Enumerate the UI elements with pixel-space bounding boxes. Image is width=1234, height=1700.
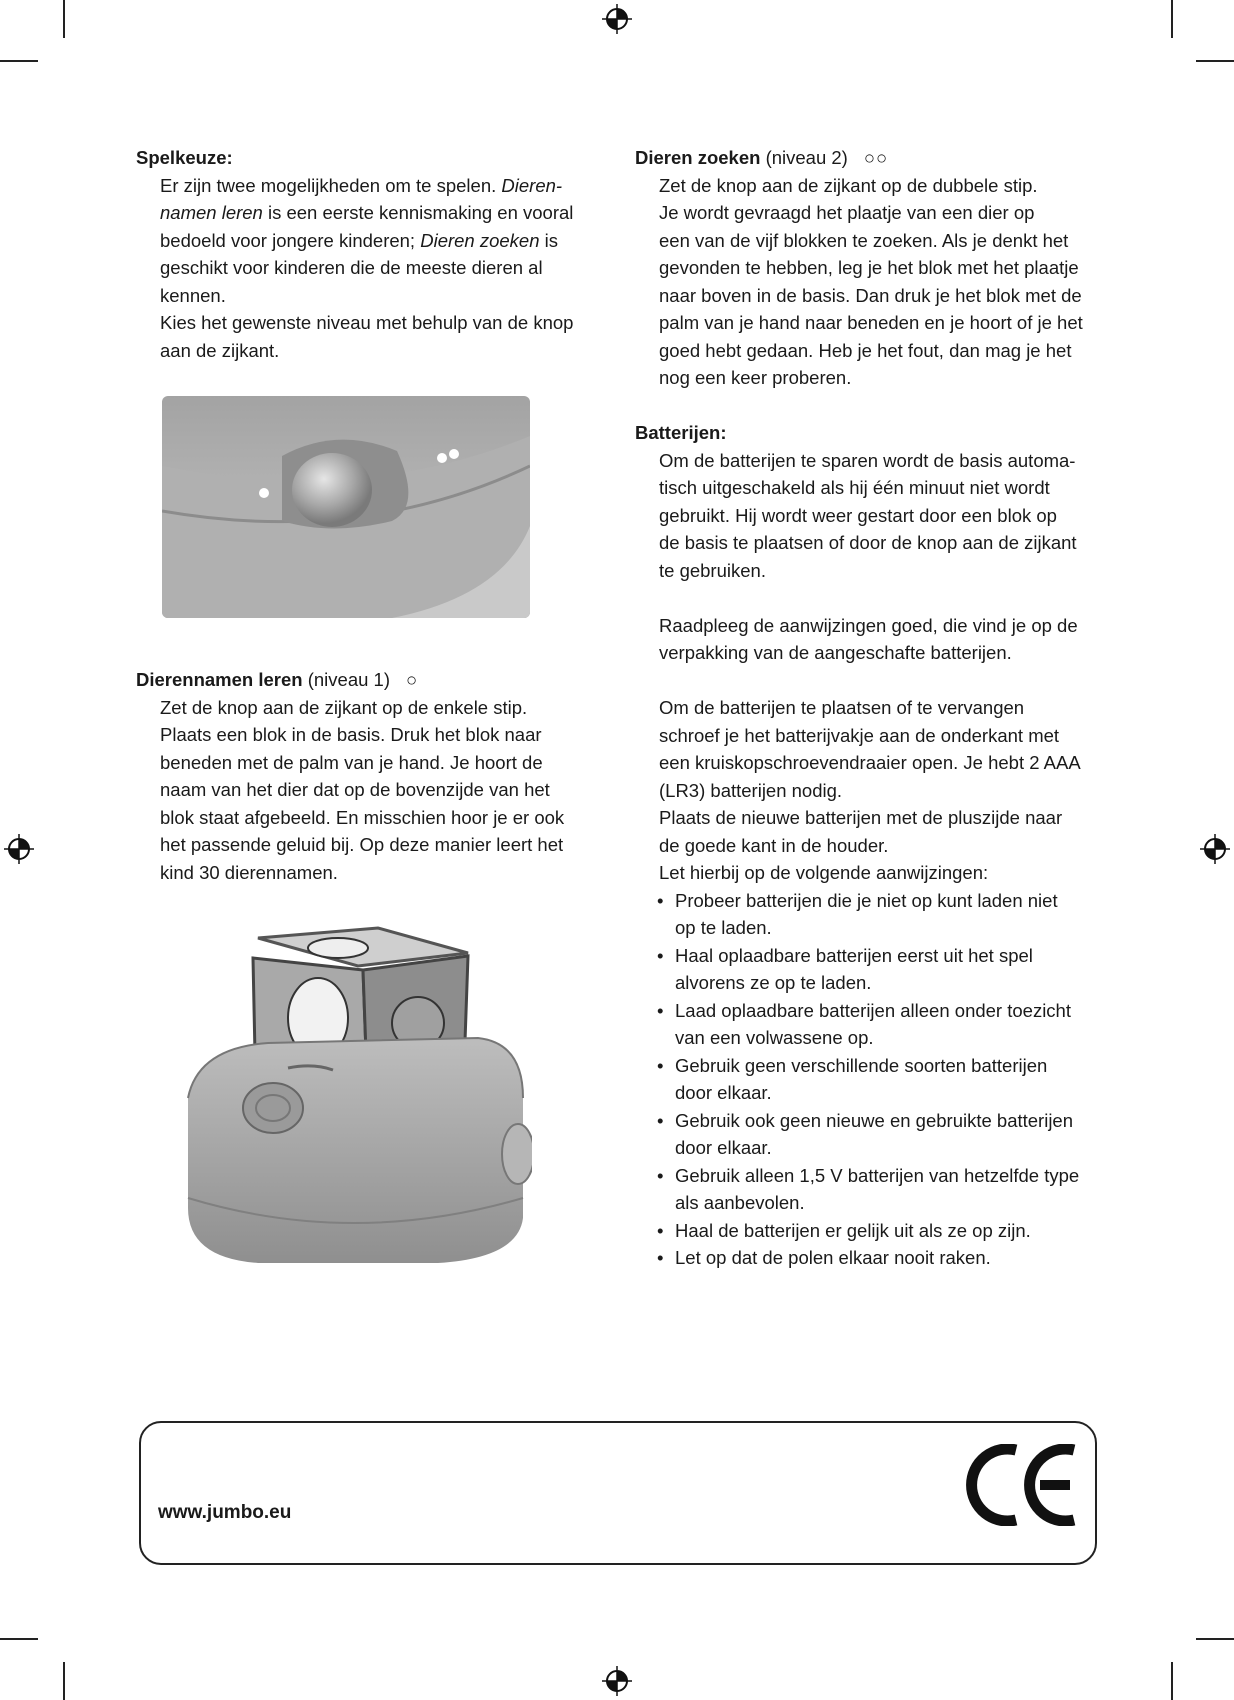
text-line: namen leren is een eerste kennismaking en vooral xyxy=(160,202,574,223)
text-line: bedoeld voor jongere kinderen; Dieren zoeken is xyxy=(160,229,559,251)
text-line: Kies het gewenste niveau met behulp van de knop xyxy=(160,312,574,333)
footer-box xyxy=(139,1421,1097,1565)
text-line: Plaats de nieuwe batterijen met de pluszijde naar xyxy=(659,807,1063,828)
text-line: blok staat afgebeeld. En misschien hoor je er ook xyxy=(160,806,565,828)
text-line: geschikt voor kinderen die de meeste dieren al xyxy=(160,257,543,278)
crop-mark xyxy=(63,1662,65,1700)
batterijen-text xyxy=(635,447,1105,887)
battery-instructions-list xyxy=(635,887,1105,1272)
ce-mark-icon xyxy=(966,1444,1078,1526)
left-column-top xyxy=(136,144,596,364)
text-line: Zet de knop aan de zijkant op de enkele stip. xyxy=(160,696,528,718)
list-item: • Haal oplaadbare batterijen eerst uit het spel alvorens ze op te laden. xyxy=(657,942,1105,997)
text-line: Je wordt gevraagd het plaatje van een dier op xyxy=(659,202,1035,223)
text-line: een kruiskopschroevendraaier open. Je hebt 2 AAA xyxy=(659,752,1081,773)
niveau1-level: (niveau 1) xyxy=(307,669,390,690)
crop-mark xyxy=(63,0,65,38)
website-link[interactable]: www.jumbo.eu xyxy=(158,1502,292,1523)
text-line: (LR3) batterijen nodig. xyxy=(659,779,843,801)
spelkeuze-heading: Spelkeuze: xyxy=(136,147,233,168)
switch-photo xyxy=(162,396,530,618)
list-item: • Gebruik ook geen nieuwe en gebruikte batterijen door elkaar. xyxy=(657,1107,1105,1162)
text-line: kind 30 dierennamen. xyxy=(160,861,338,883)
text-line: Er zijn twee mogelijkheden om te spelen. Dieren- xyxy=(160,174,563,196)
crop-mark xyxy=(0,60,38,62)
crop-mark xyxy=(1171,1662,1173,1700)
double-dot-icon: ○○ xyxy=(863,147,889,168)
text-line: nog een keer proberen. xyxy=(659,367,852,388)
text-line: gevonden te hebben, leg je het blok met het plaatje xyxy=(659,257,1079,278)
text-line: Zet de knop aan de zijkant op de dubbele stip. xyxy=(659,174,1038,196)
text-line: beneden met de palm van je hand. Je hoort de xyxy=(160,751,543,773)
registration-mark-icon xyxy=(602,4,632,34)
toy-base-photo xyxy=(178,918,532,1280)
niveau1-text xyxy=(136,694,596,887)
crop-mark xyxy=(1171,0,1173,38)
batterijen-heading: Batterijen: xyxy=(635,422,727,443)
text-line: palm van je hand naar beneden en je hoort of je het xyxy=(659,312,1083,333)
text-line: aan de zijkant. xyxy=(160,339,280,361)
text-line: te gebruiken. xyxy=(659,559,766,581)
registration-mark-icon xyxy=(1200,834,1230,864)
niveau1-heading xyxy=(136,666,596,694)
text-line: naar boven in de basis. Dan druk je het blok met de xyxy=(659,284,1082,306)
niveau1-title: Dierennamen leren xyxy=(136,669,303,690)
text-line: Om de batterijen te plaatsen of te vervangen xyxy=(659,697,1025,718)
text-line: Om de batterijen te sparen wordt de basis automa- xyxy=(659,449,1076,471)
niveau2-heading xyxy=(635,144,1105,172)
text-line: tisch uitgeschakeld als hij één minuut niet wordt xyxy=(659,477,1050,498)
registration-mark-icon xyxy=(4,834,34,864)
text-line: Let hierbij op de volgende aanwijzingen: xyxy=(659,862,989,883)
text-line: verpakking van de aangeschafte batterijen. xyxy=(659,642,1012,663)
right-column xyxy=(635,144,1105,1272)
spelkeuze-text xyxy=(136,172,596,365)
niveau2-level: (niveau 2) xyxy=(765,147,848,168)
text-line: de basis te plaatsen of door de knop aan de zijkant xyxy=(659,532,1077,553)
crop-mark xyxy=(1196,60,1234,62)
text-line: goed hebt gedaan. Heb je het fout, dan mag je het xyxy=(659,339,1072,361)
left-column-bottom xyxy=(136,666,596,886)
list-item: • Haal de batterijen er gelijk uit als ze op zijn. xyxy=(657,1217,1105,1245)
list-item: • Let op dat de polen elkaar nooit raken. xyxy=(657,1244,1105,1272)
crop-mark xyxy=(0,1638,38,1640)
text-line: het passende geluid bij. Op deze manier leert het xyxy=(160,834,564,855)
text-line: Raadpleeg de aanwijzingen goed, die vind je op de xyxy=(659,614,1078,636)
list-item: • Gebruik geen verschillende soorten batterijen door elkaar. xyxy=(657,1052,1105,1107)
single-dot-icon: ○ xyxy=(405,669,419,690)
crop-mark xyxy=(1196,1638,1234,1640)
list-item: • Probeer batterijen die je niet op kunt laden niet op te laden. xyxy=(657,887,1105,942)
text-line: kennen. xyxy=(160,284,226,306)
text-line: gebruikt. Hij wordt weer gestart door een blok op xyxy=(659,504,1057,526)
list-item: • Laad oplaadbare batterijen alleen onder toezicht van een volwassene op. xyxy=(657,997,1105,1052)
list-item: • Gebruik alleen 1,5 V batterijen van hetzelfde type als aanbevolen. xyxy=(657,1162,1105,1217)
text-line: de goede kant in de houder. xyxy=(659,834,889,856)
niveau2-title: Dieren zoeken xyxy=(635,147,761,168)
text-line: schroef je het batterijvakje aan de onderkant met xyxy=(659,724,1060,746)
text-line: naam van het dier dat op de bovenzijde van het xyxy=(160,779,550,800)
niveau2-text xyxy=(635,172,1105,392)
text-line: een van de vijf blokken te zoeken. Als je denkt het xyxy=(659,229,1069,251)
registration-mark-icon xyxy=(602,1666,632,1696)
text-line: Plaats een blok in de basis. Druk het blok naar xyxy=(160,724,542,745)
